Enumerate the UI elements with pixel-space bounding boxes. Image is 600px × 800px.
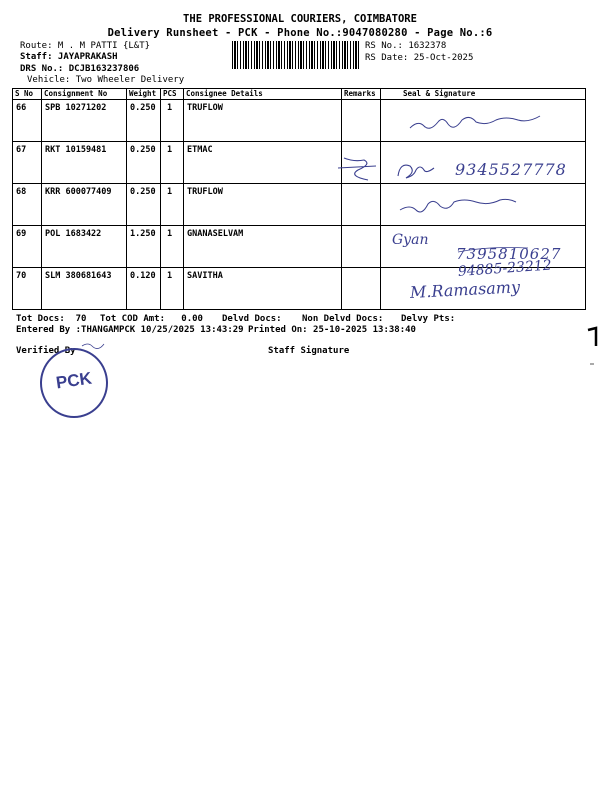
pcs-cell: 1 bbox=[161, 142, 184, 184]
handwritten-name-69: Gyan bbox=[392, 232, 429, 248]
consignment-cell: RKT 10159481 bbox=[42, 142, 127, 184]
printed-on: Printed On: 25-10-2025 13:38:40 bbox=[248, 325, 416, 335]
entered-by: Entered By :THANGAMPCK 10/25/2025 13:43:29 bbox=[16, 325, 244, 335]
handwritten-phone-70: 94885-23212 bbox=[457, 257, 553, 280]
consignee-cell: GNANASELVAM bbox=[184, 226, 342, 268]
sno-cell: 67 bbox=[13, 142, 42, 184]
col-seal-signature: Seal & Signature bbox=[381, 89, 586, 100]
weight-cell: 0.250 bbox=[127, 142, 161, 184]
handwritten-phone-67: 9345527778 bbox=[455, 160, 567, 179]
sno-cell: 69 bbox=[13, 226, 42, 268]
consignment-cell: POL 1683422 bbox=[42, 226, 127, 268]
vehicle: Vehicle: Two Wheeler Delivery bbox=[27, 75, 185, 85]
consignment-cell: KRR 600077409 bbox=[42, 184, 127, 226]
pcs-cell: 1 bbox=[161, 184, 184, 226]
pcs-cell: 1 bbox=[161, 100, 184, 142]
consignment-cell: SLM 380681643 bbox=[42, 268, 127, 310]
sno-cell: 70 bbox=[13, 268, 42, 310]
company-name: THE PROFESSIONAL COURIERS, COIMBATORE bbox=[183, 13, 417, 25]
non-delivered-docs: Non Delvd Docs: bbox=[302, 314, 384, 324]
total-docs: Tot Docs: 70 bbox=[16, 314, 87, 324]
stamp-text: PCK bbox=[54, 368, 94, 393]
handwritten-name-70: M.Ramasamy bbox=[409, 277, 521, 302]
pck-stamp bbox=[40, 348, 108, 418]
sno-cell: 66 bbox=[13, 100, 42, 142]
consignee-cell: TRUFLOW bbox=[184, 100, 342, 142]
sno-cell: 68 bbox=[13, 184, 42, 226]
staff: Staff: JAYAPRAKASH bbox=[20, 52, 118, 62]
consignee-cell: ETMAC bbox=[184, 142, 342, 184]
route: Route: M . M PATTI {L&T} bbox=[20, 41, 151, 51]
weight-cell: 0.120 bbox=[127, 268, 161, 310]
weight-cell: 0.250 bbox=[127, 100, 161, 142]
staff-signature-label: Staff Signature bbox=[268, 346, 350, 356]
consignment-cell: SPB 10271202 bbox=[42, 100, 127, 142]
rs-date: RS Date: 25-Oct-2025 bbox=[365, 53, 474, 63]
handwritten-phone-69: 7395810627 bbox=[456, 245, 562, 263]
weight-cell: 1.250 bbox=[127, 226, 161, 268]
col-remarks: Remarks bbox=[342, 89, 381, 100]
total-cod: Tot COD Amt: 0.00 bbox=[100, 314, 203, 324]
col-pcs: PCS bbox=[161, 89, 184, 100]
col-weight: Weight bbox=[127, 89, 161, 100]
delivery-points: Delvy Pts: bbox=[401, 314, 456, 324]
col-sno: S No bbox=[13, 89, 42, 100]
consignee-cell: SAVITHA bbox=[184, 268, 342, 310]
edge-marks bbox=[582, 320, 600, 380]
delivered-docs: Delvd Docs: bbox=[222, 314, 282, 324]
drs-number: DRS No.: DCJB163237806 bbox=[20, 64, 140, 74]
rs-number: RS No.: 1632378 bbox=[365, 41, 447, 51]
runsheet-title: Delivery Runsheet - PCK - Phone No.:9047080280 - Page No.:6 bbox=[107, 27, 493, 39]
consignee-cell: TRUFLOW bbox=[184, 184, 342, 226]
verified-by-label: Verified By bbox=[16, 346, 76, 356]
pcs-cell: 1 bbox=[161, 226, 184, 268]
col-consignee: Consignee Details bbox=[184, 89, 342, 100]
weight-cell: 0.250 bbox=[127, 184, 161, 226]
col-consignment: Consignment No bbox=[42, 89, 127, 100]
pcs-cell: 1 bbox=[161, 268, 184, 310]
stamp-scribble bbox=[80, 340, 120, 354]
